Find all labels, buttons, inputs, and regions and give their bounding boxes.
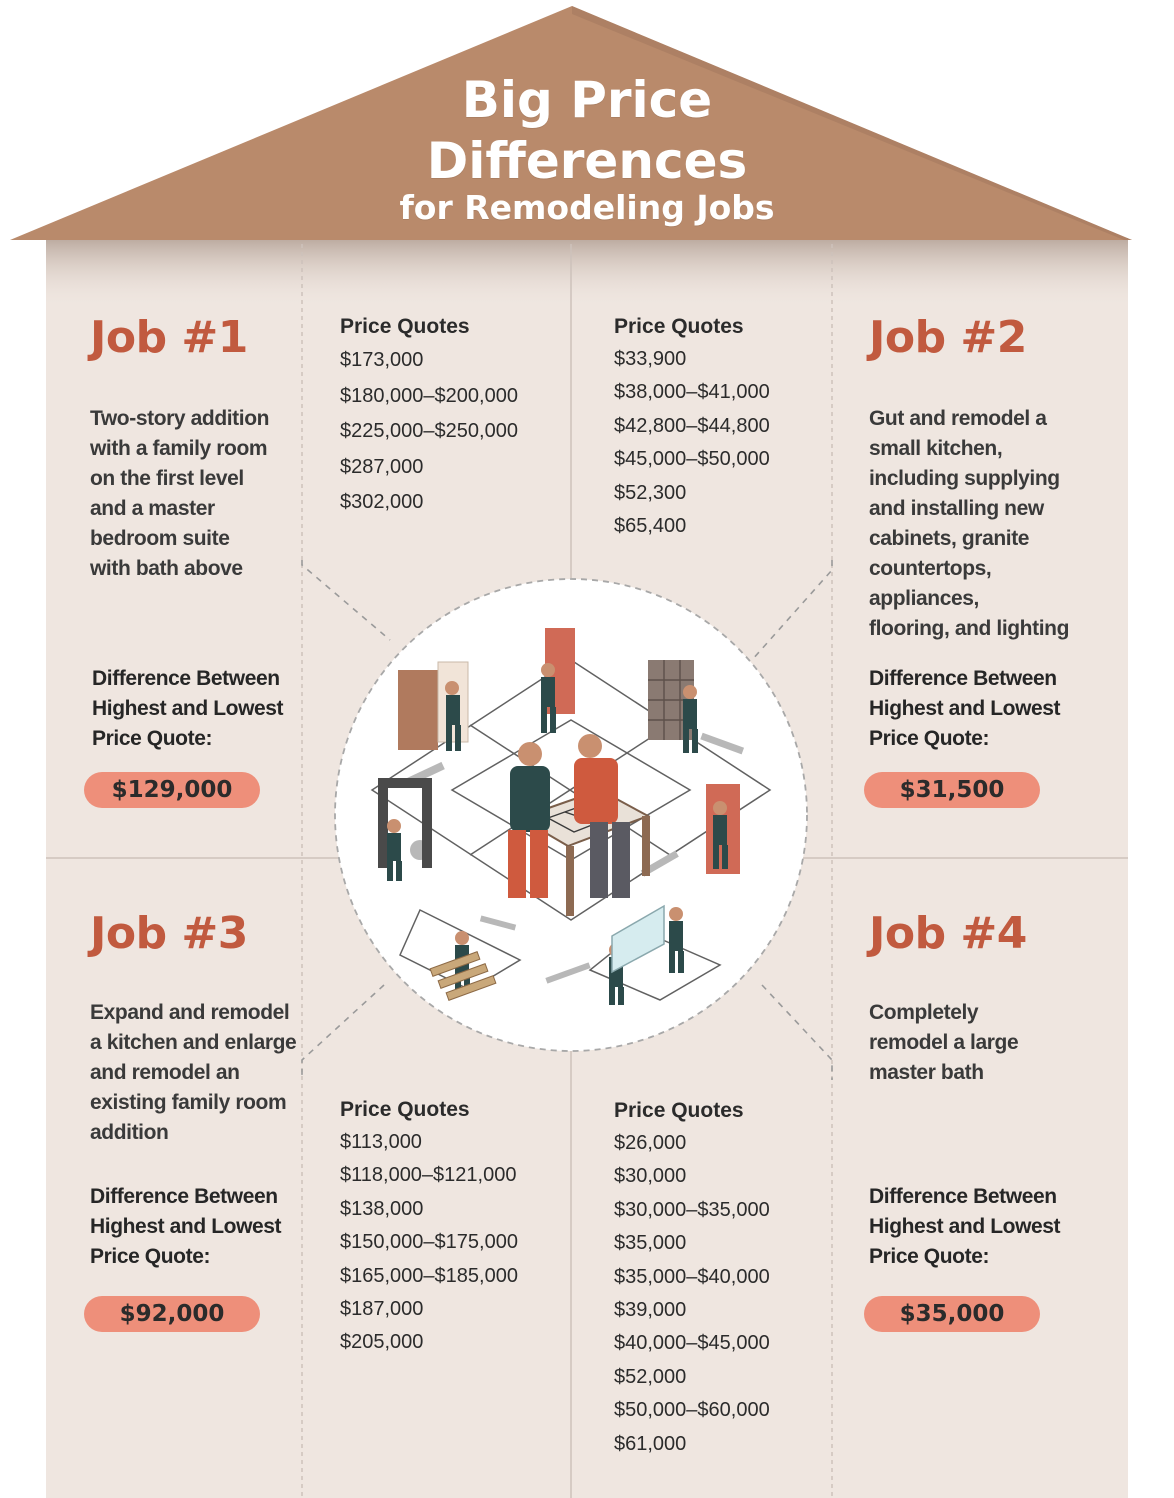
price-quote: $35,000–$40,000 (614, 1265, 770, 1288)
page-title-line2: Differences (426, 132, 748, 190)
job-4-title: Job #4 (869, 908, 1027, 959)
job-4-price-quotes (614, 1094, 844, 1461)
price-quote: $52,300 (614, 481, 687, 504)
price-quote: $39,000 (614, 1299, 687, 1322)
price-quote: $33,900 (614, 348, 687, 370)
job-1-difference-badge: $129,000 (84, 772, 260, 808)
job-3-quotes-label: Price Quotes (340, 1098, 470, 1121)
price-quote: $165,000–$185,000 (340, 1264, 518, 1287)
price-quote: $180,000–$200,000 (340, 384, 518, 407)
price-quote: $287,000 (340, 455, 424, 478)
job-2-price-quotes (614, 310, 844, 543)
price-quote: $61,000 (614, 1432, 687, 1455)
price-quote: $302,000 (340, 491, 424, 513)
job-1-description: Two-story addition with a family room on the first level and a master bedroom suite with bath above (90, 407, 270, 580)
job-4-description: Completely remodel a large master bath (869, 1001, 1019, 1084)
job-4-difference-label: Difference Between Highest and Lowest Price Quote: (869, 1185, 1061, 1268)
price-quote: $173,000 (340, 349, 424, 371)
price-quote: $26,000 (614, 1132, 687, 1154)
price-quote: $38,000–$41,000 (614, 381, 770, 404)
price-quote: $118,000–$121,000 (340, 1164, 517, 1187)
price-quote: $35,000 (614, 1232, 687, 1255)
job-1-quotes-label: Price Quotes (340, 315, 470, 338)
renovation-workers-icon (335, 579, 807, 1051)
page-title: Big Price (461, 71, 713, 129)
price-quote: $113,000 (340, 1131, 422, 1153)
job-2-title: Job #2 (869, 312, 1027, 363)
job-1-difference-label: Difference Between Highest and Lowest Price Quote: (92, 667, 284, 750)
price-quote: $150,000–$175,000 (340, 1231, 518, 1254)
job-4-difference-badge: $35,000 (864, 1296, 1040, 1332)
price-quote: $40,000–$45,000 (614, 1332, 770, 1355)
job-2-difference-label: Difference Between Highest and Lowest Price Quote: (869, 667, 1061, 750)
price-quote: $225,000–$250,000 (340, 420, 518, 442)
price-quote: $138,000 (340, 1197, 424, 1220)
price-quote: $187,000 (340, 1298, 424, 1321)
price-quote: $52,000 (614, 1365, 687, 1388)
job-3-description: Expand and remodel a kitchen and enlarge and remodel an existing family room addition (90, 1001, 297, 1144)
job-2-difference-badge: $31,500 (864, 772, 1040, 808)
page-subtitle: for Remodeling Jobs (399, 188, 775, 227)
job-3-price-quotes (340, 1093, 570, 1360)
job-1-title: Job #1 (90, 312, 248, 363)
job-3-difference-label: Difference Between Highest and Lowest Price Quote: (90, 1185, 282, 1268)
price-quote: $45,000–$50,000 (614, 448, 770, 471)
job-2-quotes-label: Price Quotes (614, 315, 744, 338)
job-4-quotes-label: Price Quotes (614, 1099, 744, 1122)
price-quote: $30,000–$35,000 (614, 1198, 770, 1221)
price-quote: $65,400 (614, 515, 687, 538)
job-2-description: Gut and remodel a small kitchen, including supplying and installing new cabinets, granite countertops, appliances, flooring, and lighting (869, 407, 1069, 640)
price-quote: $205,000 (340, 1331, 424, 1354)
price-quote: $50,000–$60,000 (614, 1399, 770, 1422)
job-3-title: Job #3 (90, 908, 248, 959)
job-1-price-quotes (340, 310, 570, 521)
price-quote: $30,000 (614, 1165, 687, 1188)
job-3-difference-badge: $92,000 (84, 1296, 260, 1332)
price-quote: $42,800–$44,800 (614, 414, 770, 437)
